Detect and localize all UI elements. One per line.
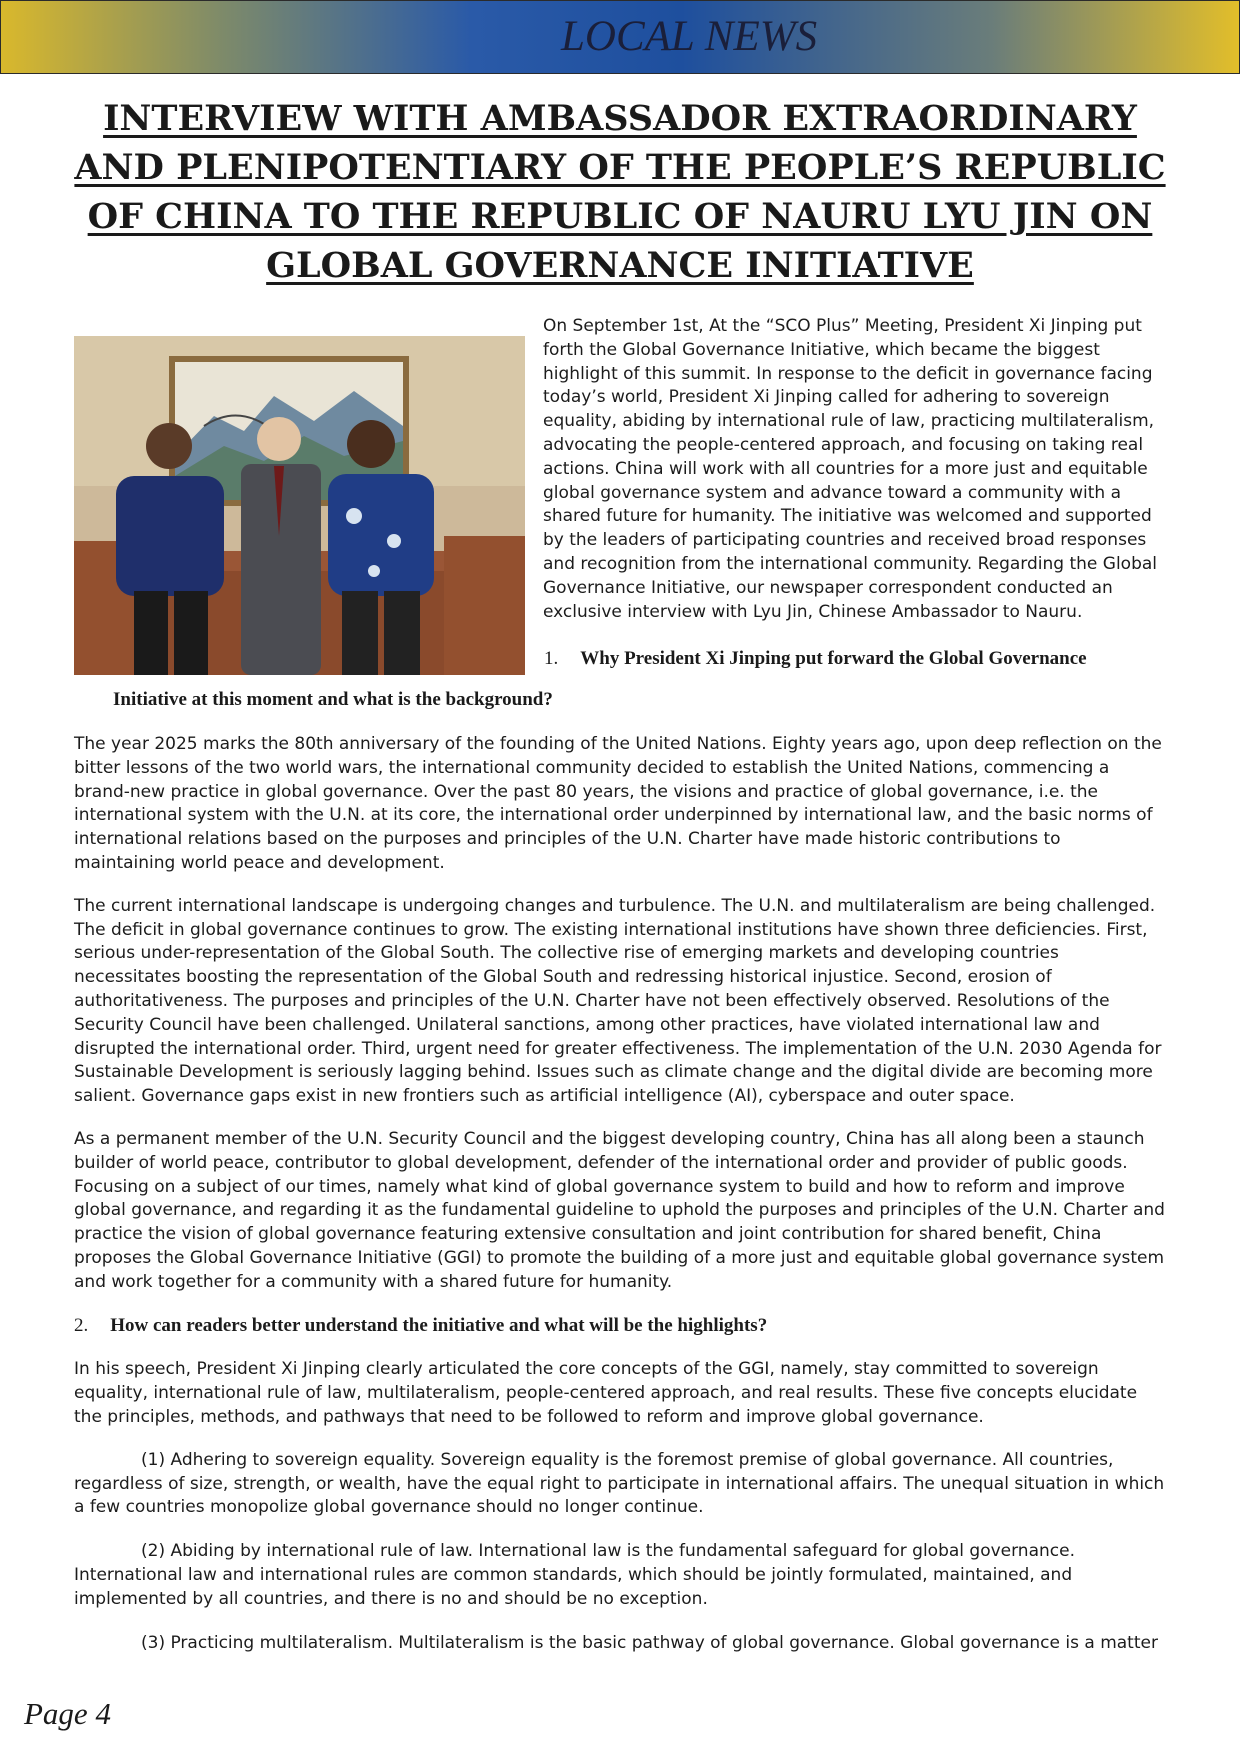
section-title: LOCAL NEWS xyxy=(561,13,818,60)
point-item: (1) Adhering to sovereign equality. Sovereign equality is the foremost premise of global governance. All countries, regardless of size, strength, or wealth, have the equal right to participate in international affairs. The unequal situation in which a few countries monopolize global governance should no longer continue. xyxy=(74,1449,1165,1518)
question-1-text: Why President Xi Jinping put forward the Global Governance xyxy=(580,648,1087,669)
question-1-continuation: Initiative at this moment and what is the background? xyxy=(113,689,553,710)
question-1-number: 1. xyxy=(544,648,559,669)
article-body xyxy=(74,733,1166,1675)
photo-illustration xyxy=(74,336,525,675)
paragraph: As a permanent member of the U.N. Security Council and the biggest developing country, China has all along been a staunch builder of world peace, contributor to global development, defender of the international order and provider of public goods. Focusing on a subject of our times, namely what kind of global governance system to build and how to reform and improve global governance, and regarding it as the fundamental guideline to uphold the purposes and principles of the U.N. Charter and practice the vision of global governance featuring extensive consultation and joint contribution for shared benefit, China proposes the Global Governance Initiative (GGI) to promote the building of a more just and equitable global governance system and work together for a community with a shared future for humanity. xyxy=(74,1128,1165,1292)
point-item: (2) Abiding by international rule of law. International law is the fundamental safeguard for global governance. International law and international rules are common standards, which should be jointly formulated, maintained, and implemented by all countries, and there is no and should be no exception. xyxy=(74,1541,1075,1609)
paragraph: The year 2025 marks the 80th anniversary of the founding of the United Nations. Eighty years ago, upon deep reflection on the bitter lessons of the two world wars, the international community decided to establish the United Nations, commencing a brand-new practice in global governance. Over the past 80 years, the visions and practice of global governance, i.e. the international system with the U.N. at its core, the international order underpinned by international law, and the basic norms of international relations based on the purposes and principles of the U.N. Charter have made historic contributions to maintaining world peace and development. xyxy=(74,734,1162,873)
question-1-heading xyxy=(544,648,1184,670)
question-2-heading xyxy=(74,1314,1166,1338)
section-banner xyxy=(0,0,1240,74)
paragraph: The current international landscape is undergoing changes and turbulence. The U.N. and multilateralism are being challenged. The deficit in global governance continues to grow. The existing international institutions have shown three deficiencies. First, serious under-representation of the Global South. The collective rise of emerging markets and developing countries necessitates boosting the representation of the Global South and redressing historical injustice. Second, erosion of authoritativeness. The purposes and principles of the U.N. Charter have not been effectively observed. Resolutions of the Security Council have been challenged. Unilateral sanctions, among other practices, have violated international law and disrupted the international order. Third, urgent need for greater effectiveness. The implementation of the U.N. 2030 Agenda for Sustainable Development is seriously lagging behind. Issues such as climate change and the digital divide are becoming more salient. Governance gaps exist in new frontiers such as artificial intelligence (AI), cyberspace and outer space. xyxy=(74,895,1162,1107)
point-item: (3) Practicing multilateralism. Multilateralism is the basic pathway of global governance. Global governance is a matter xyxy=(141,1632,1158,1653)
paragraph: In his speech, President Xi Jinping clearly articulated the core concepts of the GGI, namely, stay committed to sovereign equality, international rule of law, multilateralism, people-centered approach, and real results. These five concepts elucidate the principles, methods, and pathways that need to be followed to reform and improve global governance. xyxy=(74,1359,1138,1427)
question-2-text: How can readers better understand the initiative and what will be the highlights? xyxy=(110,1314,768,1336)
article-photo xyxy=(74,336,525,675)
page-number: Page 4 xyxy=(24,1696,111,1731)
question-2-number: 2. xyxy=(74,1314,89,1336)
article-headline: INTERVIEW WITH AMBASSADOR EXTRAORDINARY AND PLENIPOTENTIARY OF THE PEOPLE’S REPUBLIC OF CHINA TO THE REPUBLIC OF NAURU LYU JIN ON GLOBAL GOVERNANCE INITIATIVE xyxy=(74,98,1166,286)
article-intro: On September 1st, At the “SCO Plus” Meeting, President Xi Jinping put forth the Global Governance Initiative, which became the biggest highlight of this summit. In response to the deficit in governance facing today’s world, President Xi Jinping called for adhering to sovereign equality, abiding by international rule of law, practicing multilateralism, advocating the people-centered approach, and focusing on taking real actions. China will work with all countries for a more just and equitable global governance system and advance toward a community with a shared future for humanity. The initiative was welcomed and supported by the leaders of participating countries and received broad responses and recognition from the international community. Regarding the Global Governance Initiative, our newspaper correspondent conducted an exclusive interview with Lyu Jin, Chinese Ambassador to Nauru. xyxy=(543,316,1158,622)
